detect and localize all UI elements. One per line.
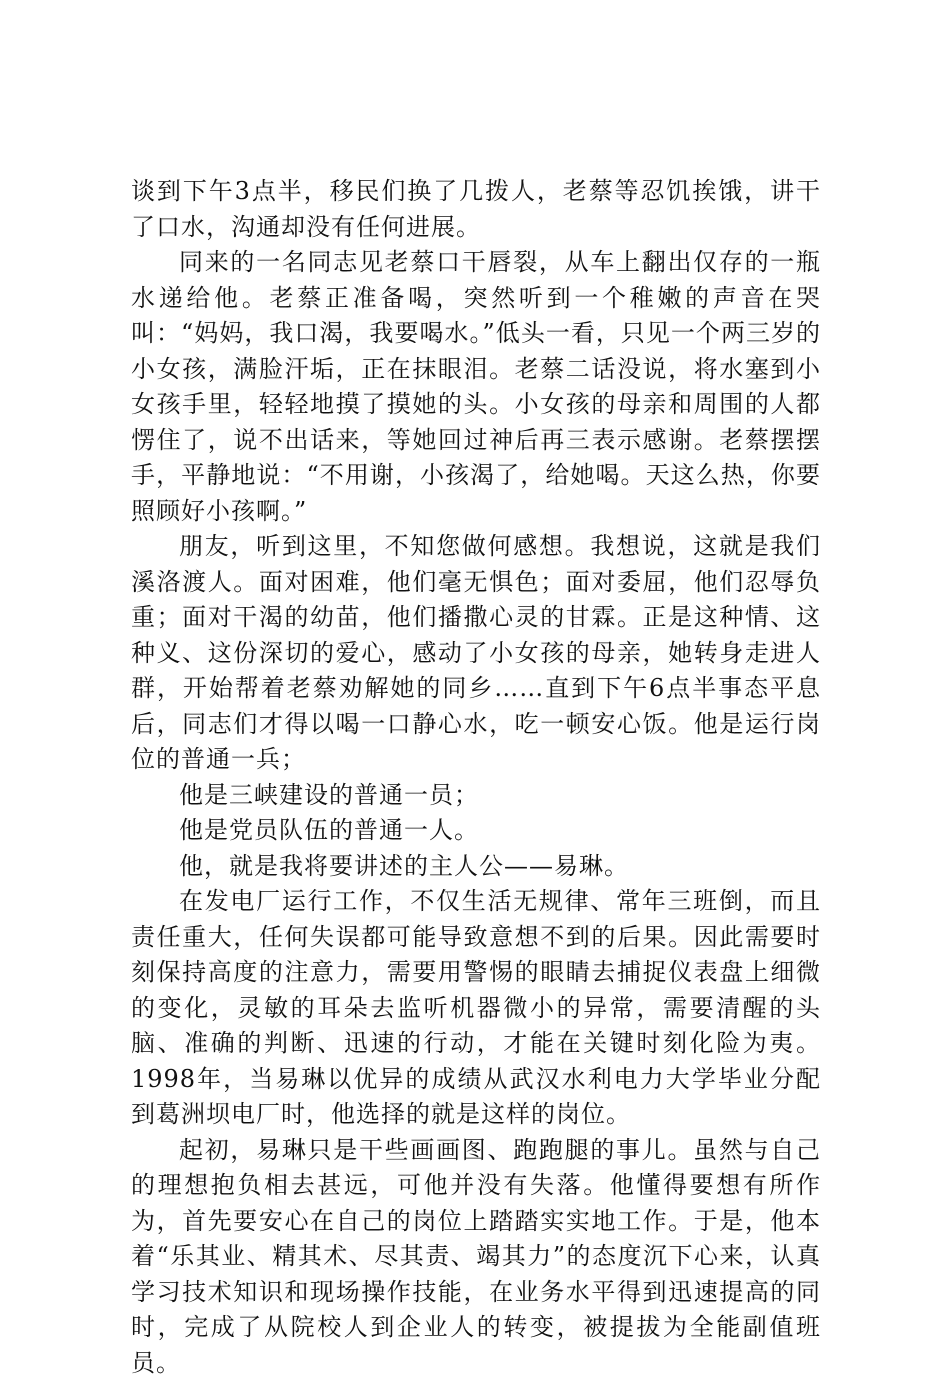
paragraph-7: 在发电厂运行工作，不仅生活无规律、常年三班倒，而且责任重大，任何失误都可能导致意想不到的后果。因此需要时刻保持高度的注意力，需要用警惕的眼睛去捕捉仪表盘上细微的变化，灵敏的耳朵去监听机器微小的异常，需要清醒的头脑、准确的判断、迅速的行动，才能在关键时刻化险为夷。1998年，当易琳以优异的成绩从武汉水利电力大学毕业分配到葛洲坝电厂时，他选择的就是这样的岗位。 (131, 884, 821, 1133)
paragraph-1: 谈到下午3点半，移民们换了几拨人，老蔡等忍饥挨饿，讲干了口水，沟通却没有任何进展。 (131, 174, 821, 245)
paragraph-5: 他是党员队伍的普通一人。 (131, 813, 821, 849)
paragraph-6: 他，就是我将要讲述的主人公——易琳。 (131, 849, 821, 885)
body-text (131, 174, 821, 1381)
paragraph-3: 朋友，听到这里，不知您做何感想。我想说，这就是我们溪洛渡人。面对困难，他们毫无惧色；面对委屈，他们忍辱负重；面对干渴的幼苗，他们播撒心灵的甘霖。正是这种情、这种义、这份深切的爱心，感动了小女孩的母亲，她转身走进人群，开始帮着老蔡劝解她的同乡……直到下午6点半事态平息后，同志们才得以喝一口静心水，吃一顿安心饭。他是运行岗位的普通一兵； (131, 529, 821, 778)
paragraph-4: 他是三峡建设的普通一员； (131, 778, 821, 814)
paragraph-2: 同来的一名同志见老蔡口干唇裂，从车上翻出仅存的一瓶水递给他。老蔡正准备喝，突然听到一个稚嫩的声音在哭叫：“妈妈，我口渴，我要喝水。”低头一看，只见一个两三岁的小女孩，满脸汗垢，正在抹眼泪。老蔡二话没说，将水塞到小女孩手里，轻轻地摸了摸她的头。小女孩的母亲和周围的人都愣住了，说不出话来，等她回过神后再三表示感谢。老蔡摆摆手，平静地说：“不用谢，小孩渴了，给她喝。天这么热，你要照顾好小孩啊。” (131, 245, 821, 529)
paragraph-8: 起初，易琳只是干些画画图、跑跑腿的事儿。虽然与自己的理想抱负相去甚远，可他并没有失落。他懂得要想有所作为，首先要安心在自己的岗位上踏踏实实地工作。于是，他本着“乐其业、精其术、尽其责、竭其力”的态度沉下心来，认真学习技术知识和现场操作技能，在业务水平得到迅速提高的同时，完成了从院校人到企业人的转变，被提拔为全能副值班员。 (131, 1133, 821, 1381)
